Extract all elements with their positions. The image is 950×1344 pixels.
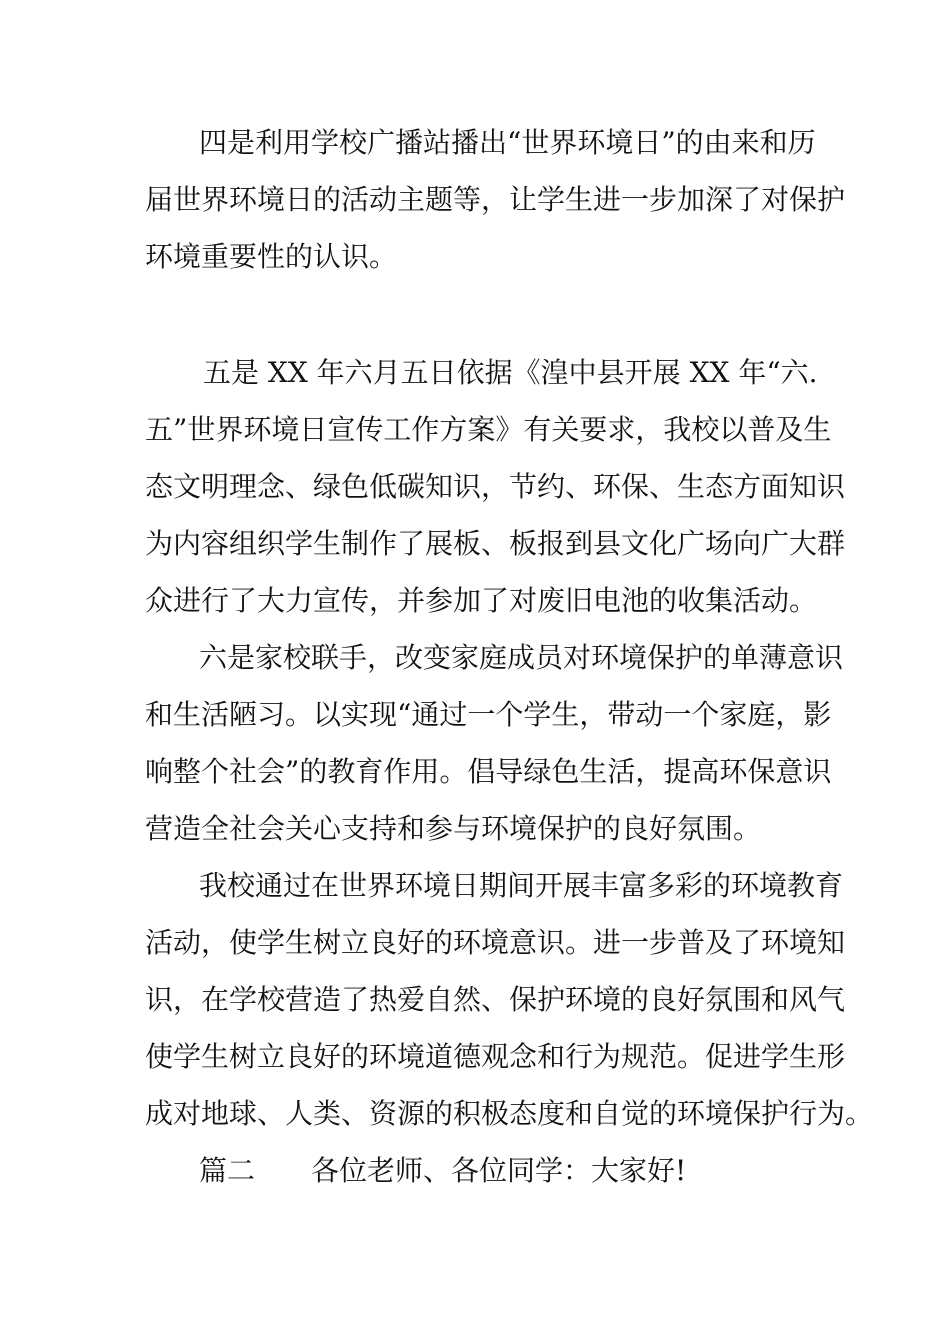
- paragraph-line: 活动，使学生树立良好的环境意识。进一步普及了环境知: [145, 926, 846, 959]
- paragraph-line: 响整个社会”的教育作用。倡导绿色生活，提高环保意识: [145, 755, 832, 788]
- paragraph-line: 四是利用学校广播站播出“世界环境日”的由来和历: [199, 126, 816, 159]
- paragraph-line: 态文明理念、绿色低碳知识，节约、环保、生态方面知识: [145, 470, 846, 503]
- paragraph-line: 环境重要性的认识。: [145, 240, 398, 273]
- paragraph-line: 众进行了大力宣传，并参加了对废旧电池的收集活动。: [145, 584, 818, 617]
- paragraph-line: 六是家校联手，改变家庭成员对环境保护的单薄意识: [199, 641, 844, 674]
- section-heading-line: 篇二 各位老师、各位同学：大家好!: [199, 1154, 687, 1187]
- paragraph-line: 营造全社会关心支持和参与环境保护的良好氛围。: [145, 812, 762, 845]
- paragraph-line: 使学生树立良好的环境道德观念和行为规范。促进学生形: [145, 1040, 846, 1073]
- paragraph-line: 五”世界环境日宣传工作方案》有关要求，我校以普及生: [145, 413, 832, 446]
- paragraph-line: 为内容组织学生制作了展板、板报到县文化广场向广大群: [145, 527, 846, 560]
- paragraph-line: 识，在学校营造了热爱自然、保护环境的良好氛围和风气: [145, 983, 846, 1016]
- paragraph-line: 五是 XX 年六月五日依据《湟中县开展 XX 年“六.: [203, 356, 818, 389]
- paragraph-line: 我校通过在世界环境日期间开展丰富多彩的环境教育: [199, 869, 844, 902]
- paragraph-line: 届世界环境日的活动主题等，让学生进一步加深了对保护: [145, 183, 846, 216]
- paragraph-line: 成对地球、人类、资源的积极态度和自觉的环境保护行为。: [145, 1097, 874, 1130]
- paragraph-line: 和生活陋习。以实现“通过一个学生，带动一个家庭，影: [145, 698, 832, 731]
